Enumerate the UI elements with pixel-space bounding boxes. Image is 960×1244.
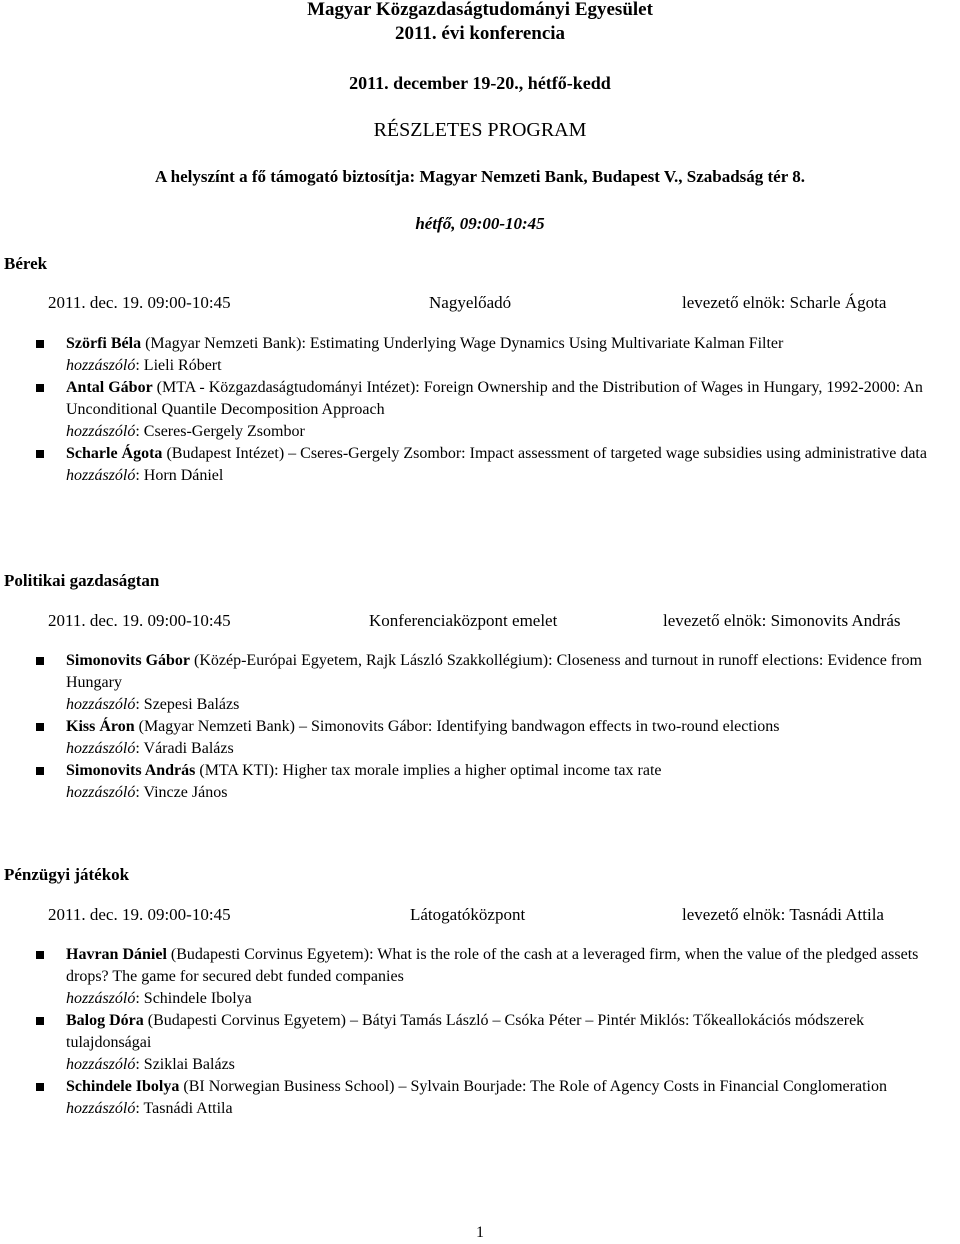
- discussant-label: hozzászóló: [66, 784, 136, 801]
- speaker-name: Simonovits Gábor: [66, 652, 191, 669]
- talk-info: (Magyar Nemzeti Bank) – Simonovits Gábor: Identifying bandwagon effects in two-round elections: [134, 718, 780, 735]
- list-item: [66, 333, 942, 377]
- discussant-label: hozzászóló: [66, 740, 136, 757]
- talk-list: [66, 333, 942, 487]
- discussant-label: hozzászóló: [66, 1100, 136, 1117]
- list-item: [66, 716, 942, 760]
- speaker-name: Havran Dániel: [66, 946, 167, 963]
- session-chair: levezető elnök: Tasnádi Attila: [682, 905, 884, 924]
- talk-info: (Budapest Intézet) – Cseres-Gergely Zsombor: Impact assessment of targeted wage subsidies using administrative data: [162, 445, 927, 462]
- discussant-name: : Horn Dániel: [135, 467, 224, 484]
- discussant-name: : Tasnádi Attila: [135, 1100, 233, 1117]
- discussant-name: : Cseres-Gergely Zsombor: [135, 423, 305, 440]
- session-room: Nagyelőadó: [429, 293, 512, 312]
- talk-info: (Magyar Nemzeti Bank): Estimating Underlying Wage Dynamics Using Multivariate Kalman Filter: [141, 335, 784, 352]
- talk-list: [66, 650, 942, 804]
- discussant-label: hozzászóló: [66, 990, 136, 1007]
- discussant-label: hozzászóló: [66, 467, 136, 484]
- list-item: [66, 760, 942, 804]
- discussant-name: : Vincze János: [135, 784, 228, 801]
- page-number: 1: [476, 1224, 484, 1241]
- discussant-name: : Váradi Balázs: [135, 740, 234, 757]
- speaker-name: Scharle Ágota: [66, 445, 163, 462]
- talk-info: (Budapesti Corvinus Egyetem): What is the role of the cash at a leveraged firm, when the value of the pledged assets drops? The game for secured debt funded companies: [66, 946, 919, 985]
- session-room: Konferenciaközpont emelet: [369, 611, 558, 630]
- conference-dates: 2011. december 19-20., hétfő-kedd: [349, 73, 611, 93]
- list-item: [66, 650, 942, 716]
- section-title: Bérek: [4, 254, 48, 273]
- speaker-name: Simonovits András: [66, 762, 196, 779]
- conference-title: 2011. évi konferencia: [394, 23, 566, 44]
- speaker-name: Antal Gábor: [66, 379, 153, 396]
- section-meta: [48, 291, 960, 315]
- session-time: hétfő, 09:00-10:45: [415, 214, 545, 233]
- discussant-name: : Sziklai Balázs: [135, 1056, 235, 1073]
- section-meta: [48, 903, 960, 927]
- discussant-label: hozzászóló: [66, 357, 136, 374]
- discussant-label: hozzászóló: [66, 423, 136, 440]
- discussant-label: hozzászóló: [66, 1056, 136, 1073]
- speaker-name: Kiss Áron: [66, 718, 135, 735]
- list-item: [66, 377, 942, 443]
- session-datetime: 2011. dec. 19. 09:00-10:45: [48, 905, 231, 924]
- list-item: [66, 443, 942, 487]
- talk-list: [66, 944, 942, 1120]
- discussant-label: hozzászóló: [66, 696, 136, 713]
- section-title: Politikai gazdaságtan: [4, 571, 160, 590]
- speaker-name: Schindele Ibolya: [66, 1078, 180, 1095]
- section-title: Pénzügyi játékok: [4, 865, 130, 884]
- session-datetime: 2011. dec. 19. 09:00-10:45: [48, 611, 231, 630]
- session-chair: levezető elnök: Scharle Ágota: [682, 293, 887, 312]
- section-meta: [48, 609, 960, 633]
- list-item: [66, 1010, 942, 1076]
- session-room: Látogatóközpont: [410, 905, 526, 924]
- organization-title: Magyar Közgazdaságtudományi Egyesület: [307, 0, 653, 20]
- discussant-name: : Schindele Ibolya: [135, 990, 252, 1007]
- session-chair: levezető elnök: Simonovits András: [663, 611, 901, 630]
- discussant-name: : Lieli Róbert: [135, 357, 222, 374]
- talk-info: (BI Norwegian Business School) – Sylvain Bourjade: The Role of Agency Costs in Financial Conglomeration: [179, 1078, 887, 1095]
- venue-line: A helyszínt a fő támogató biztosítja: Magyar Nemzeti Bank, Budapest V., Szabadság tér 8.: [155, 167, 805, 186]
- talk-info: (Budapesti Corvinus Egyetem) – Bátyi Tamás László – Csóka Péter – Pintér Miklós: Tőkeallokációs módszerek tulajdonságai: [66, 1012, 865, 1051]
- talk-info: (MTA - Közgazdaságtudományi Intézet): Foreign Ownership and the Distribution of Wages in Hungary, 1992-2000: An Unconditional Quantile Decomposition Approach: [66, 379, 923, 418]
- speaker-name: Balog Dóra: [66, 1012, 144, 1029]
- program-title: RÉSZLETES PROGRAM: [373, 119, 587, 141]
- session-datetime: 2011. dec. 19. 09:00-10:45: [48, 293, 231, 312]
- speaker-name: Szörfi Béla: [66, 335, 142, 352]
- list-item: [66, 1076, 942, 1120]
- talk-info: (Közép-Európai Egyetem, Rajk László Szakkollégium): Closeness and turnout in runoff elections: Evidence from Hungary: [66, 652, 922, 691]
- talk-info: (MTA KTI): Higher tax morale implies a higher optimal income tax rate: [195, 762, 662, 779]
- list-item: [66, 944, 942, 1010]
- discussant-name: : Szepesi Balázs: [135, 696, 240, 713]
